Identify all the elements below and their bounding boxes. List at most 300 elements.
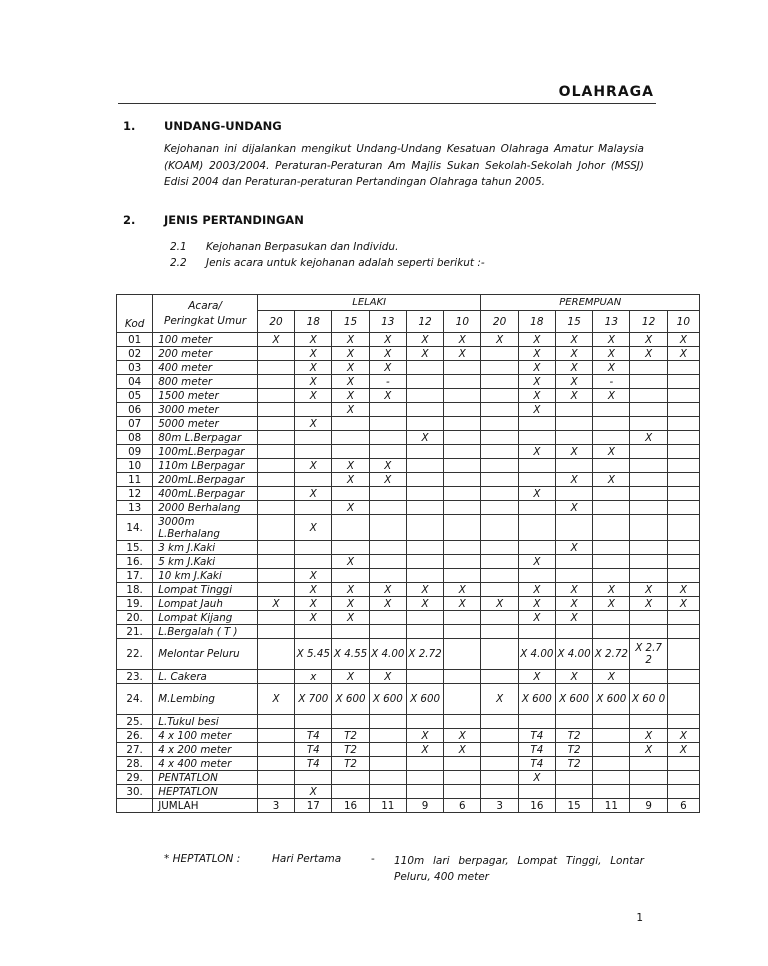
mark-cell [295,771,332,785]
mark-cell [369,555,406,569]
mark-cell [667,431,699,445]
event-cell: Melontar Peluru [153,639,258,670]
mark-cell [667,487,699,501]
mark-cell [593,459,630,473]
mark-cell: X [630,597,667,611]
kod-cell: 13 [117,501,153,515]
mark-cell [555,785,592,799]
table-row [117,611,700,625]
mark-cell [369,729,406,743]
mark-cell [406,555,443,569]
mark-cell: X [555,361,592,375]
mark-cell: X 4.55 [332,639,369,670]
mark-cell [481,569,518,583]
mark-cell [444,684,481,715]
mark-cell: X [295,785,332,799]
mark-cell: X [369,670,406,684]
mark-cell [667,639,699,670]
mark-cell [406,670,443,684]
mark-cell: X [295,515,332,541]
mark-cell: X [593,389,630,403]
mark-cell [481,583,518,597]
mark-cell [667,445,699,459]
kod-cell: 15. [117,541,153,555]
mark-cell [444,445,481,459]
mark-cell: T2 [555,757,592,771]
mark-cell: T2 [332,729,369,743]
age-header-cell: 12 [406,311,443,333]
mark-cell [630,670,667,684]
mark-cell [369,515,406,541]
mark-cell [667,611,699,625]
mark-cell [667,473,699,487]
event-cell: JUMLAH [153,799,258,813]
mark-cell [444,541,481,555]
mark-cell: X [295,459,332,473]
mark-cell [295,445,332,459]
mark-cell [667,403,699,417]
header-acara [153,295,258,333]
section-1-paragraph: Kejohanan ini dijalankan mengikut Undang-Undang Kesatuan Olahraga Amatur Malaysia (KOAM) 2003/2004. Peraturan-Peraturan Am Majlis Sukan Sekolah-Sekolah Johor (MSSJ) Edisi 2004 dan Peraturan-peraturan Pertandingan Olahraga tahun 2005. [164,143,644,188]
table-row [117,555,700,569]
mark-cell [444,473,481,487]
mark-cell [295,403,332,417]
mark-cell [257,403,294,417]
event-cell: 400mL.Berpagar [153,487,258,501]
mark-cell [630,501,667,515]
mark-cell [593,487,630,501]
mark-cell [667,625,699,639]
mark-cell: X [518,347,555,361]
mark-cell: X [332,389,369,403]
mark-cell [667,501,699,515]
mark-cell: 16 [518,799,555,813]
mark-cell [667,459,699,473]
mark-cell: X [518,333,555,347]
mark-cell: X [555,541,592,555]
mark-cell [444,515,481,541]
mark-cell [481,361,518,375]
mark-cell: X [630,743,667,757]
table-row [117,375,700,389]
mark-cell: X 600 [555,684,592,715]
kod-cell: 26. [117,729,153,743]
mark-cell: 11 [369,799,406,813]
mark-cell [593,729,630,743]
mark-cell [444,375,481,389]
mark-cell [295,625,332,639]
mark-cell [444,670,481,684]
mark-cell [481,389,518,403]
mark-cell [406,487,443,501]
mark-cell [630,375,667,389]
mark-cell [444,487,481,501]
mark-cell: X [406,597,443,611]
mark-cell [369,501,406,515]
mark-cell [630,625,667,639]
mark-cell: T4 [295,743,332,757]
mark-cell: x [295,670,332,684]
mark-cell [630,611,667,625]
mark-cell [406,611,443,625]
mark-cell [332,487,369,501]
mark-cell [406,417,443,431]
mark-cell: X [518,597,555,611]
mark-cell: X [518,771,555,785]
table-total-row [117,799,700,813]
mark-cell: X [667,333,699,347]
mark-cell [332,625,369,639]
mark-cell: X [630,347,667,361]
mark-cell: X [481,333,518,347]
mark-cell [630,403,667,417]
mark-cell: X [369,389,406,403]
kod-cell: 07 [117,417,153,431]
mark-cell: X [295,347,332,361]
mark-cell: T2 [332,743,369,757]
table-row [117,501,700,515]
mark-cell [444,569,481,583]
mark-cell [667,375,699,389]
mark-cell: X 4.00 [518,639,555,670]
mark-cell [295,501,332,515]
mark-cell [555,431,592,445]
mark-cell: T4 [295,757,332,771]
mark-cell: X [630,333,667,347]
mark-cell [593,625,630,639]
table-row [117,487,700,501]
mark-cell: X [518,389,555,403]
mark-cell [406,501,443,515]
table-row [117,445,700,459]
mark-cell: T4 [518,757,555,771]
kod-cell: 10 [117,459,153,473]
mark-cell: T4 [518,729,555,743]
table-row [117,541,700,555]
footnote-day: Hari Pertama [272,853,342,865]
mark-cell: X [406,729,443,743]
mark-cell: X [518,583,555,597]
kod-cell: 16. [117,555,153,569]
table-row [117,333,700,347]
kod-cell: 11 [117,473,153,487]
mark-cell [295,715,332,729]
mark-cell: X [444,583,481,597]
section-1-number: 1. [123,119,136,133]
event-cell: M.Lembing [153,684,258,715]
mark-cell [257,473,294,487]
mark-cell: T2 [555,743,592,757]
mark-cell: X [630,583,667,597]
table-row [117,625,700,639]
table-row [117,729,700,743]
event-cell: 400 meter [153,361,258,375]
age-header-cell: 13 [593,311,630,333]
mark-cell [555,515,592,541]
table-row [117,771,700,785]
mark-cell [630,785,667,799]
mark-cell [518,431,555,445]
table-row [117,743,700,757]
section-1-title: UNDANG-UNDANG [164,119,282,133]
age-header-cell: 12 [630,311,667,333]
mark-cell [257,670,294,684]
item-2-2-text: Jenis acara untuk kejohanan adalah seperti berikut :- [206,257,485,269]
mark-cell: X [518,445,555,459]
mark-cell: X 2.7 2 [630,639,667,670]
mark-cell [481,515,518,541]
mark-cell [444,757,481,771]
mark-cell [257,445,294,459]
mark-cell: 9 [406,799,443,813]
mark-cell [481,541,518,555]
mark-cell [332,431,369,445]
mark-cell [481,670,518,684]
mark-cell: X [593,597,630,611]
mark-cell: X [555,389,592,403]
title-divider [118,103,656,104]
mark-cell [406,569,443,583]
table-row [117,473,700,487]
table-row [117,361,700,375]
event-cell: 200 meter [153,347,258,361]
mark-cell [593,743,630,757]
mark-cell [630,715,667,729]
table-row [117,684,700,715]
mark-cell [406,375,443,389]
event-cell: 100mL.Berpagar [153,445,258,459]
mark-cell: X [295,389,332,403]
mark-cell [406,771,443,785]
mark-cell [630,555,667,569]
mark-cell: X 4.00 [369,639,406,670]
mark-cell: X [332,555,369,569]
mark-cell [332,541,369,555]
age-header-cell: 15 [555,311,592,333]
section-2-title: JENIS PERTANDINGAN [164,213,304,227]
mark-cell [369,785,406,799]
kod-cell: 24. [117,684,153,715]
kod-cell: 27. [117,743,153,757]
mark-cell [332,515,369,541]
mark-cell: X [555,611,592,625]
mark-cell: 9 [630,799,667,813]
event-cell: HEPTATLON [153,785,258,799]
kod-cell: 14. [117,515,153,541]
mark-cell: X [332,403,369,417]
mark-cell [481,757,518,771]
mark-cell [555,417,592,431]
mark-cell [406,715,443,729]
mark-cell [630,541,667,555]
mark-cell: 11 [593,799,630,813]
event-cell: 3 km J.Kaki [153,541,258,555]
mark-cell [257,417,294,431]
mark-cell [257,431,294,445]
kod-cell: 18. [117,583,153,597]
header-acara-line2: Peringkat Umur [163,314,247,327]
mark-cell: X [667,583,699,597]
mark-cell [444,501,481,515]
mark-cell [369,611,406,625]
mark-cell: X 600 [332,684,369,715]
mark-cell: X [332,611,369,625]
mark-cell [667,515,699,541]
mark-cell [257,459,294,473]
event-cell: 4 x 400 meter [153,757,258,771]
mark-cell [257,757,294,771]
mark-cell: X 2.72 [593,639,630,670]
page-number: 1 [636,912,643,924]
mark-cell [555,715,592,729]
event-cell: PENTATLON [153,771,258,785]
mark-cell [481,459,518,473]
mark-cell: X [518,611,555,625]
event-cell: 4 x 100 meter [153,729,258,743]
event-cell: Lompat Tinggi [153,583,258,597]
event-cell: 2000 Berhalang [153,501,258,515]
event-cell: 3000 meter [153,403,258,417]
kod-cell: 22. [117,639,153,670]
mark-cell [555,459,592,473]
document-title: OLAHRAGA [558,84,654,100]
mark-cell [444,417,481,431]
mark-cell: X [555,375,592,389]
mark-cell [257,375,294,389]
mark-cell [667,417,699,431]
mark-cell: T4 [295,729,332,743]
kod-cell: 23. [117,670,153,684]
table-row [117,459,700,473]
mark-cell [593,757,630,771]
mark-cell [406,541,443,555]
mark-cell [481,375,518,389]
mark-cell: X 600 [406,684,443,715]
mark-cell [555,555,592,569]
mark-cell: X [444,743,481,757]
kod-cell: 21. [117,625,153,639]
age-header-cell: 13 [369,311,406,333]
mark-cell: X [406,431,443,445]
mark-cell [667,541,699,555]
item-2-1-text: Kejohanan Berpasukan dan Individu. [206,241,399,253]
mark-cell [667,670,699,684]
mark-cell [444,625,481,639]
mark-cell [593,417,630,431]
mark-cell: X [518,555,555,569]
age-header-cell: 15 [332,311,369,333]
mark-cell: X [630,431,667,445]
mark-cell: X [555,333,592,347]
section-2-number: 2. [123,213,136,227]
mark-cell [257,771,294,785]
header-acara-line1: Acara/ [188,299,222,312]
kod-cell: 04 [117,375,153,389]
mark-cell [257,541,294,555]
mark-cell [481,473,518,487]
mark-cell: X [295,361,332,375]
mark-cell [518,501,555,515]
mark-cell: X [593,445,630,459]
event-cell: L.Tukul besi [153,715,258,729]
table-row [117,670,700,684]
mark-cell: - [593,375,630,389]
mark-cell: X 700 [295,684,332,715]
mark-cell: X [332,333,369,347]
event-cell: 1500 meter [153,389,258,403]
mark-cell [667,715,699,729]
table-row [117,389,700,403]
mark-cell [257,625,294,639]
mark-cell [332,445,369,459]
mark-cell [518,785,555,799]
mark-cell: X [295,417,332,431]
kod-cell: 01 [117,333,153,347]
mark-cell: X [667,743,699,757]
mark-cell [593,771,630,785]
table-row [117,583,700,597]
mark-cell: X [593,583,630,597]
mark-cell [481,639,518,670]
mark-cell [667,684,699,715]
age-header-cell: 20 [481,311,518,333]
mark-cell: X [444,333,481,347]
mark-cell [518,625,555,639]
mark-cell [444,361,481,375]
mark-cell [257,555,294,569]
item-2-2-number: 2.2 [170,257,187,269]
mark-cell: X [593,347,630,361]
mark-cell [630,487,667,501]
mark-cell: X [295,487,332,501]
mark-cell [369,625,406,639]
mark-cell [630,757,667,771]
mark-cell: X 5.45 [295,639,332,670]
mark-cell: X [444,347,481,361]
mark-cell [481,487,518,501]
mark-cell [593,569,630,583]
event-cell: 5 km J.Kaki [153,555,258,569]
mark-cell: X [257,333,294,347]
mark-cell [332,417,369,431]
mark-cell: X [630,729,667,743]
mark-cell [667,361,699,375]
event-cell: L.Bergalah ( T ) [153,625,258,639]
mark-cell [369,757,406,771]
mark-cell [257,487,294,501]
event-cell: Lompat Kijang [153,611,258,625]
table-row [117,403,700,417]
mark-cell [555,625,592,639]
mark-cell [518,459,555,473]
mark-cell [369,403,406,417]
mark-cell: X [295,583,332,597]
mark-cell: X [332,583,369,597]
mark-cell: X [593,473,630,487]
mark-cell: X 4.00 [555,639,592,670]
mark-cell [481,347,518,361]
mark-cell [518,417,555,431]
mark-cell: X [667,729,699,743]
kod-cell: 28. [117,757,153,771]
mark-cell [518,569,555,583]
mark-cell: X [406,347,443,361]
table-row [117,639,700,670]
mark-cell [481,611,518,625]
mark-cell [444,715,481,729]
mark-cell [481,445,518,459]
mark-cell [555,771,592,785]
